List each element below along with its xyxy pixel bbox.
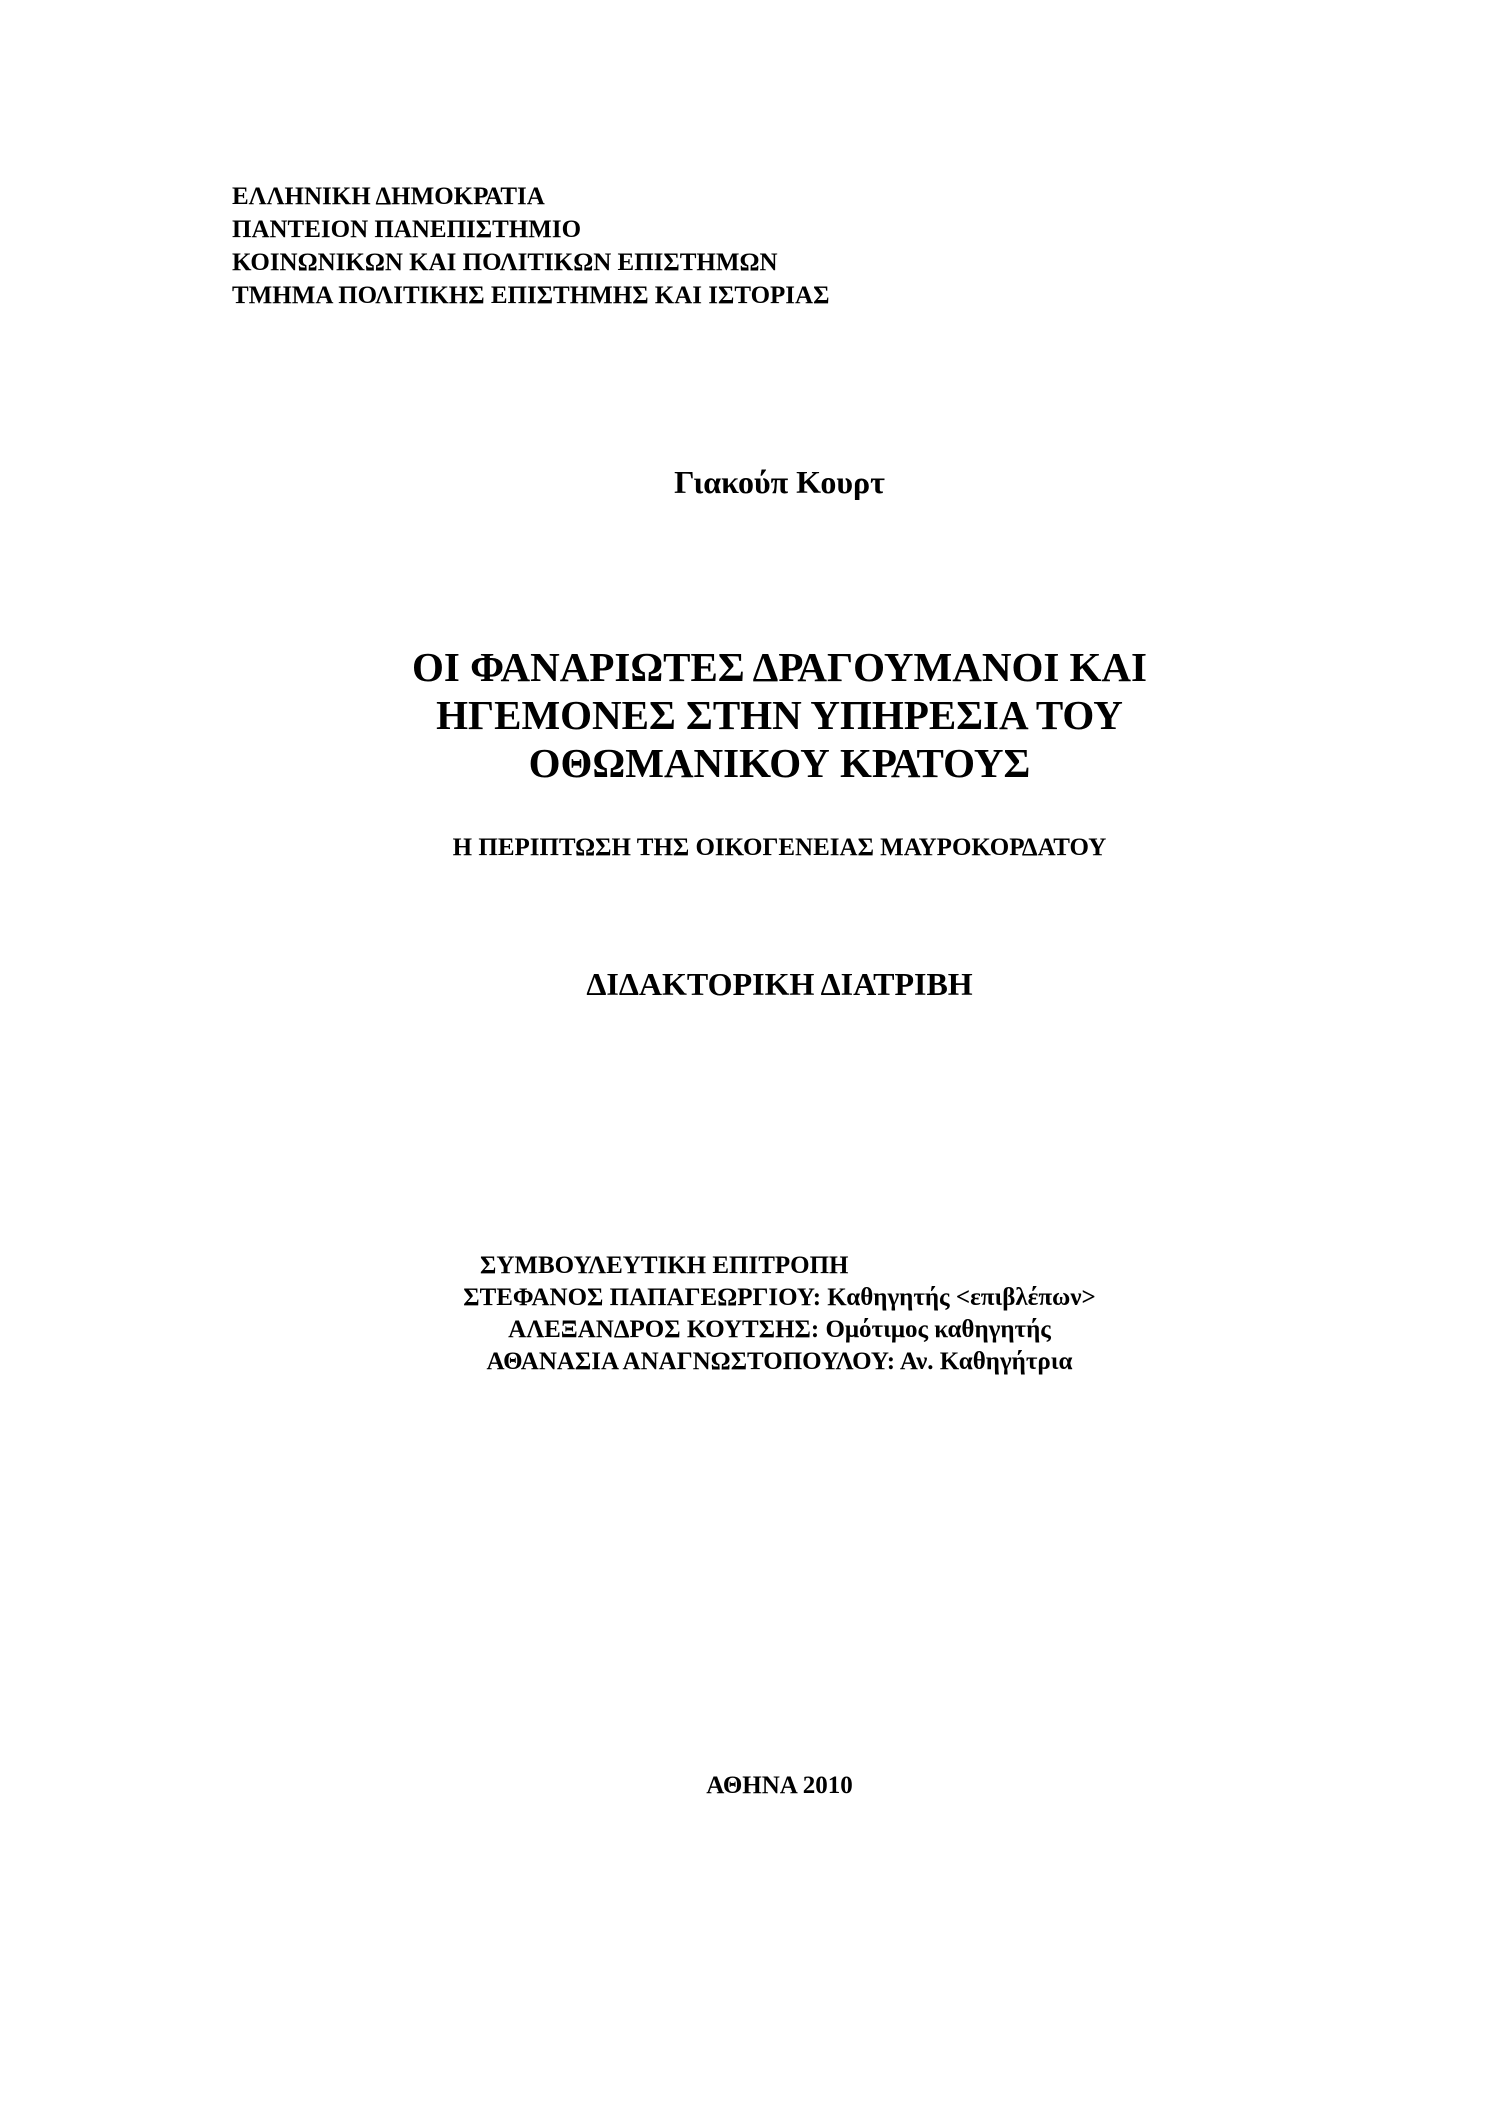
institution-line-state: ΕΛΛΗΝΙΚΗ ΔΗΜΟΚΡΑΤΙΑ bbox=[232, 183, 545, 210]
advisory-committee bbox=[0, 1250, 1489, 1378]
author-name: Γιακούπ Κουρτ bbox=[674, 464, 885, 500]
committee-heading: ΣΥΜΒΟΥΛΕΥΤΙΚΗ ΕΠΙΤΡΟΠΗ bbox=[480, 1252, 849, 1279]
institution-block bbox=[232, 180, 829, 312]
committee-member: ΑΛΕΞΑΝΔΡΟΣ ΚΟΥΤΣΗΣ: Ομότιμος καθηγητής bbox=[508, 1316, 1051, 1343]
institution-line-department: ΤΜΗΜΑ ΠΟΛΙΤΙΚΗΣ ΕΠΙΣΤΗΜΗΣ ΚΑΙ ΙΣΤΟΡΙΑΣ bbox=[232, 282, 830, 309]
committee-member: ΑΘΑΝΑΣΙΑ ΑΝΑΓΝΩΣΤΟΠΟΥΛΟΥ: Αν. Καθηγήτρια bbox=[486, 1348, 1073, 1375]
institution-line-university: ΠΑΝΤΕΙΟΝ ΠΑΝΕΠΙΣΤΗΜΙΟ bbox=[232, 216, 582, 243]
thesis-title bbox=[0, 643, 1489, 787]
institution-line-school: ΚΟΙΝΩΝΙΚΩΝ ΚΑΙ ΠΟΛΙΤΙΚΩΝ ΕΠΙΣΤΗΜΩΝ bbox=[232, 249, 778, 276]
thesis-subtitle: Η ΠΕΡΙΠΤΩΣΗ ΤΗΣ ΟΙΚΟΓΕΝΕΙΑΣ ΜΑΥΡΟΚΟΡΔΑΤΟΥ bbox=[452, 834, 1107, 861]
thesis-title-line-2: ΗΓΕΜΟΝΕΣ ΣΤΗΝ ΥΠΗΡΕΣΙΑ ΤΟΥ bbox=[436, 692, 1123, 738]
thesis-title-line-1: ΟΙ ΦΑΝΑΡΙΩΤΕΣ ΔΡΑΓΟΥΜΑΝΟΙ ΚΑΙ bbox=[412, 644, 1147, 690]
committee-member: ΣΤΕΦΑΝΟΣ ΠΑΠΑΓΕΩΡΓΙΟΥ: Καθηγητής <επιβλέπων> bbox=[463, 1284, 1096, 1311]
place-and-year: ΑΘΗΝΑ 2010 bbox=[706, 1772, 853, 1799]
thesis-title-line-3: ΟΘΩΜΑΝΙΚΟΥ ΚΡΑΤΟΥΣ bbox=[528, 740, 1031, 786]
thesis-type: ΔΙΔΑΚΤΟΡΙΚΗ ΔΙΑΤΡΙΒΗ bbox=[586, 966, 973, 1002]
